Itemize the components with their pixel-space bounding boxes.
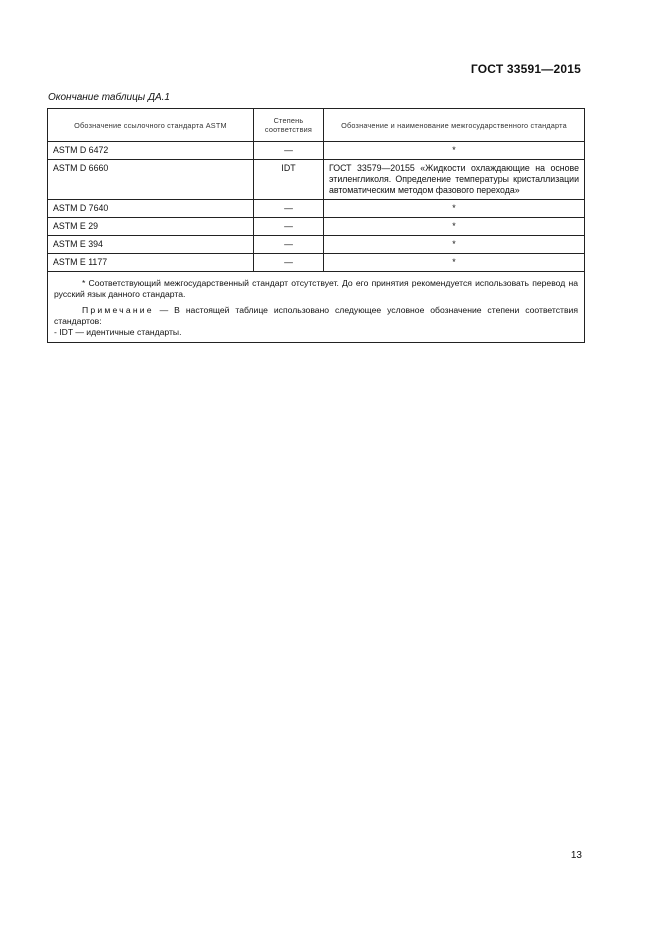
table-footnote-row: [48, 272, 585, 343]
cell-interstate-standard: *: [324, 200, 585, 218]
table-row: [48, 142, 585, 160]
cell-astm-ref: ASTM E 394: [48, 236, 254, 254]
table-row: [48, 218, 585, 236]
table-header-row: [48, 109, 585, 142]
cell-astm-ref: ASTM E 1177: [48, 254, 254, 272]
column-header-interstate: Обозначение и наименование межгосударственного стандарта: [324, 109, 585, 142]
cell-astm-ref: ASTM E 29: [48, 218, 254, 236]
cell-degree: —: [254, 236, 324, 254]
table-footnote-cell: [48, 272, 585, 343]
cell-degree: —: [254, 254, 324, 272]
cell-degree: IDT: [254, 160, 324, 200]
table-row: [48, 200, 585, 218]
table-caption: Окончание таблицы ДА.1: [48, 92, 170, 103]
table-row: [48, 254, 585, 272]
document-number: ГОСТ 33591—2015: [470, 62, 581, 76]
reference-standards-table: [47, 108, 585, 343]
cell-astm-ref: ASTM D 7640: [48, 200, 254, 218]
cell-interstate-standard: *: [324, 218, 585, 236]
cell-astm-ref: ASTM D 6660: [48, 160, 254, 200]
note-item: - IDT — идентичные стандарты.: [54, 327, 182, 337]
footnote-text: * Соответствующий межгосударственный стандарт отсутствует. До его принятия рекомендуется использовать перевод на русский язык данного стандарта.: [54, 278, 578, 299]
column-header-astm: Обозначение ссылочного стандарта ASTM: [48, 109, 254, 142]
cell-degree: —: [254, 142, 324, 160]
cell-degree: —: [254, 200, 324, 218]
page-number: 13: [570, 850, 582, 861]
note-text: — В настоящей таблице использовано следующее условное обозначение степени соответствия стандартов:: [54, 305, 578, 326]
cell-interstate-standard: *: [324, 142, 585, 160]
cell-degree: —: [254, 218, 324, 236]
table-note: [54, 305, 578, 327]
column-header-degree: Степень соответствия: [254, 109, 324, 142]
cell-interstate-standard: ГОСТ 33579—20155 «Жидкости охлаждающие на основе этиленгликоля. Определение температуры кристаллизации автоматическим методом фазового перехода»: [324, 160, 585, 200]
table-row: [48, 160, 585, 200]
table-row: [48, 236, 585, 254]
cell-astm-ref: ASTM D 6472: [48, 142, 254, 160]
cell-interstate-standard: *: [324, 236, 585, 254]
note-label: Примечание: [82, 305, 154, 315]
cell-interstate-standard: *: [324, 254, 585, 272]
